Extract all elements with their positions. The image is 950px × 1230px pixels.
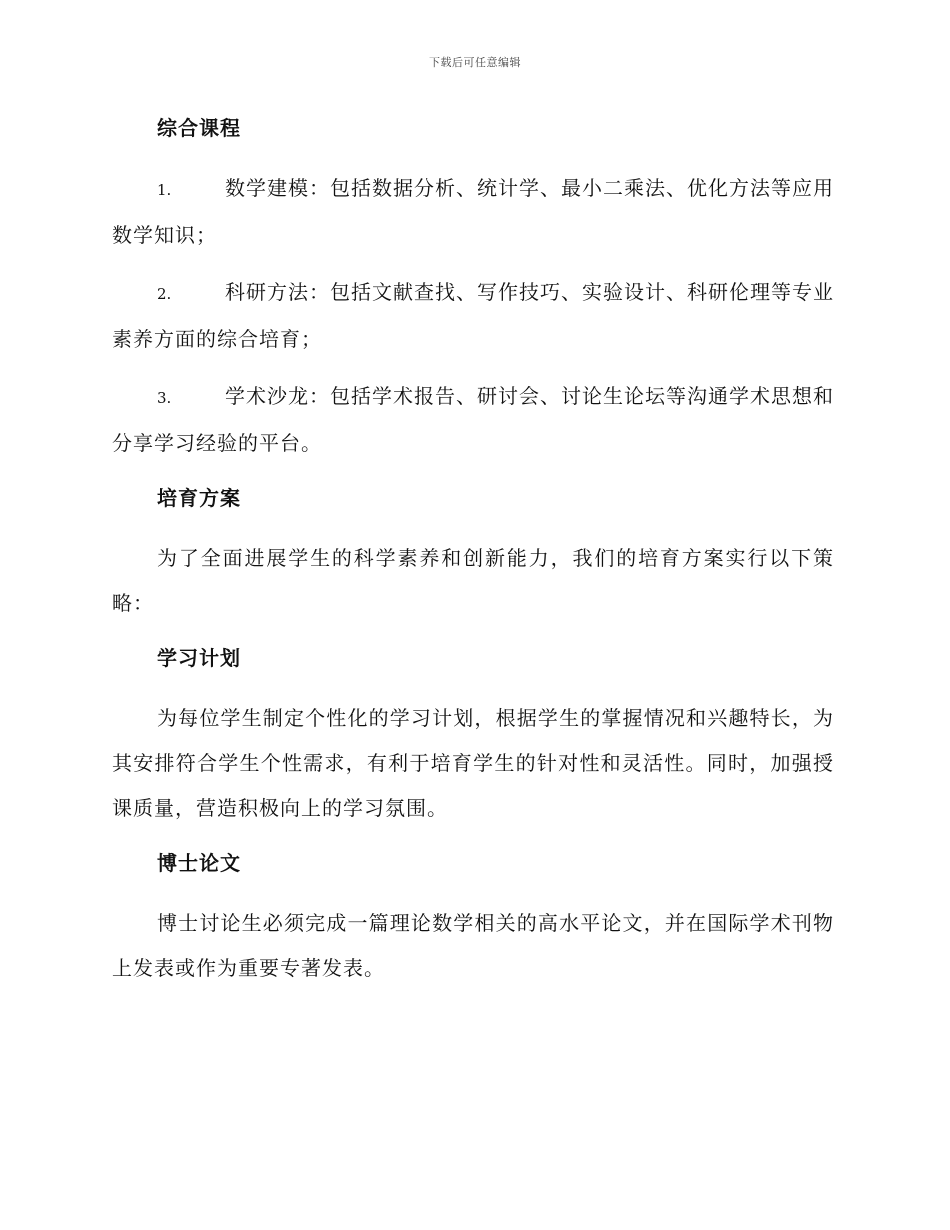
heading-training-plan: 培育方案 (157, 486, 241, 510)
page-header-note: 下载后可任意编辑 (429, 56, 521, 69)
list-item (112, 374, 834, 466)
list-text: 学术沙龙：包括学术报告、研讨会、讨论生论坛等沟通学术思想和分享学习经验的平台。 (112, 384, 834, 455)
document-body (112, 108, 834, 1003)
paragraph-training-plan: 为了全面进展学生的科学素养和创新能力，我们的培育方案实行以下策略： (112, 546, 834, 615)
list-number: 1. (157, 181, 172, 199)
list-text: 科研方法：包括文献查找、写作技巧、实验设计、科研伦理等专业素养方面的综合培育； (112, 280, 834, 351)
list-number: 2. (157, 285, 172, 303)
heading-comprehensive-courses: 综合课程 (157, 116, 241, 140)
list-item (112, 270, 834, 362)
list-item (112, 166, 834, 258)
heading-doctoral-thesis: 博士论文 (157, 851, 241, 875)
paragraph-study-plan: 为每位学生制定个性化的学习计划，根据学生的掌握情况和兴趣特长，为其安排符合学生个性需求，有利于培育学生的针对性和灵活性。同时，加强授课质量，营造积极向上的学习氛围。 (112, 706, 834, 820)
list-text: 数学建模：包括数据分析、统计学、最小二乘法、优化方法等应用数学知识； (112, 176, 834, 247)
heading-study-plan: 学习计划 (157, 646, 241, 670)
paragraph-doctoral-thesis: 博士讨论生必须完成一篇理论数学相关的高水平论文，并在国际学术刊物上发表或作为重要专著发表。 (112, 911, 834, 980)
list-number: 3. (157, 389, 172, 407)
